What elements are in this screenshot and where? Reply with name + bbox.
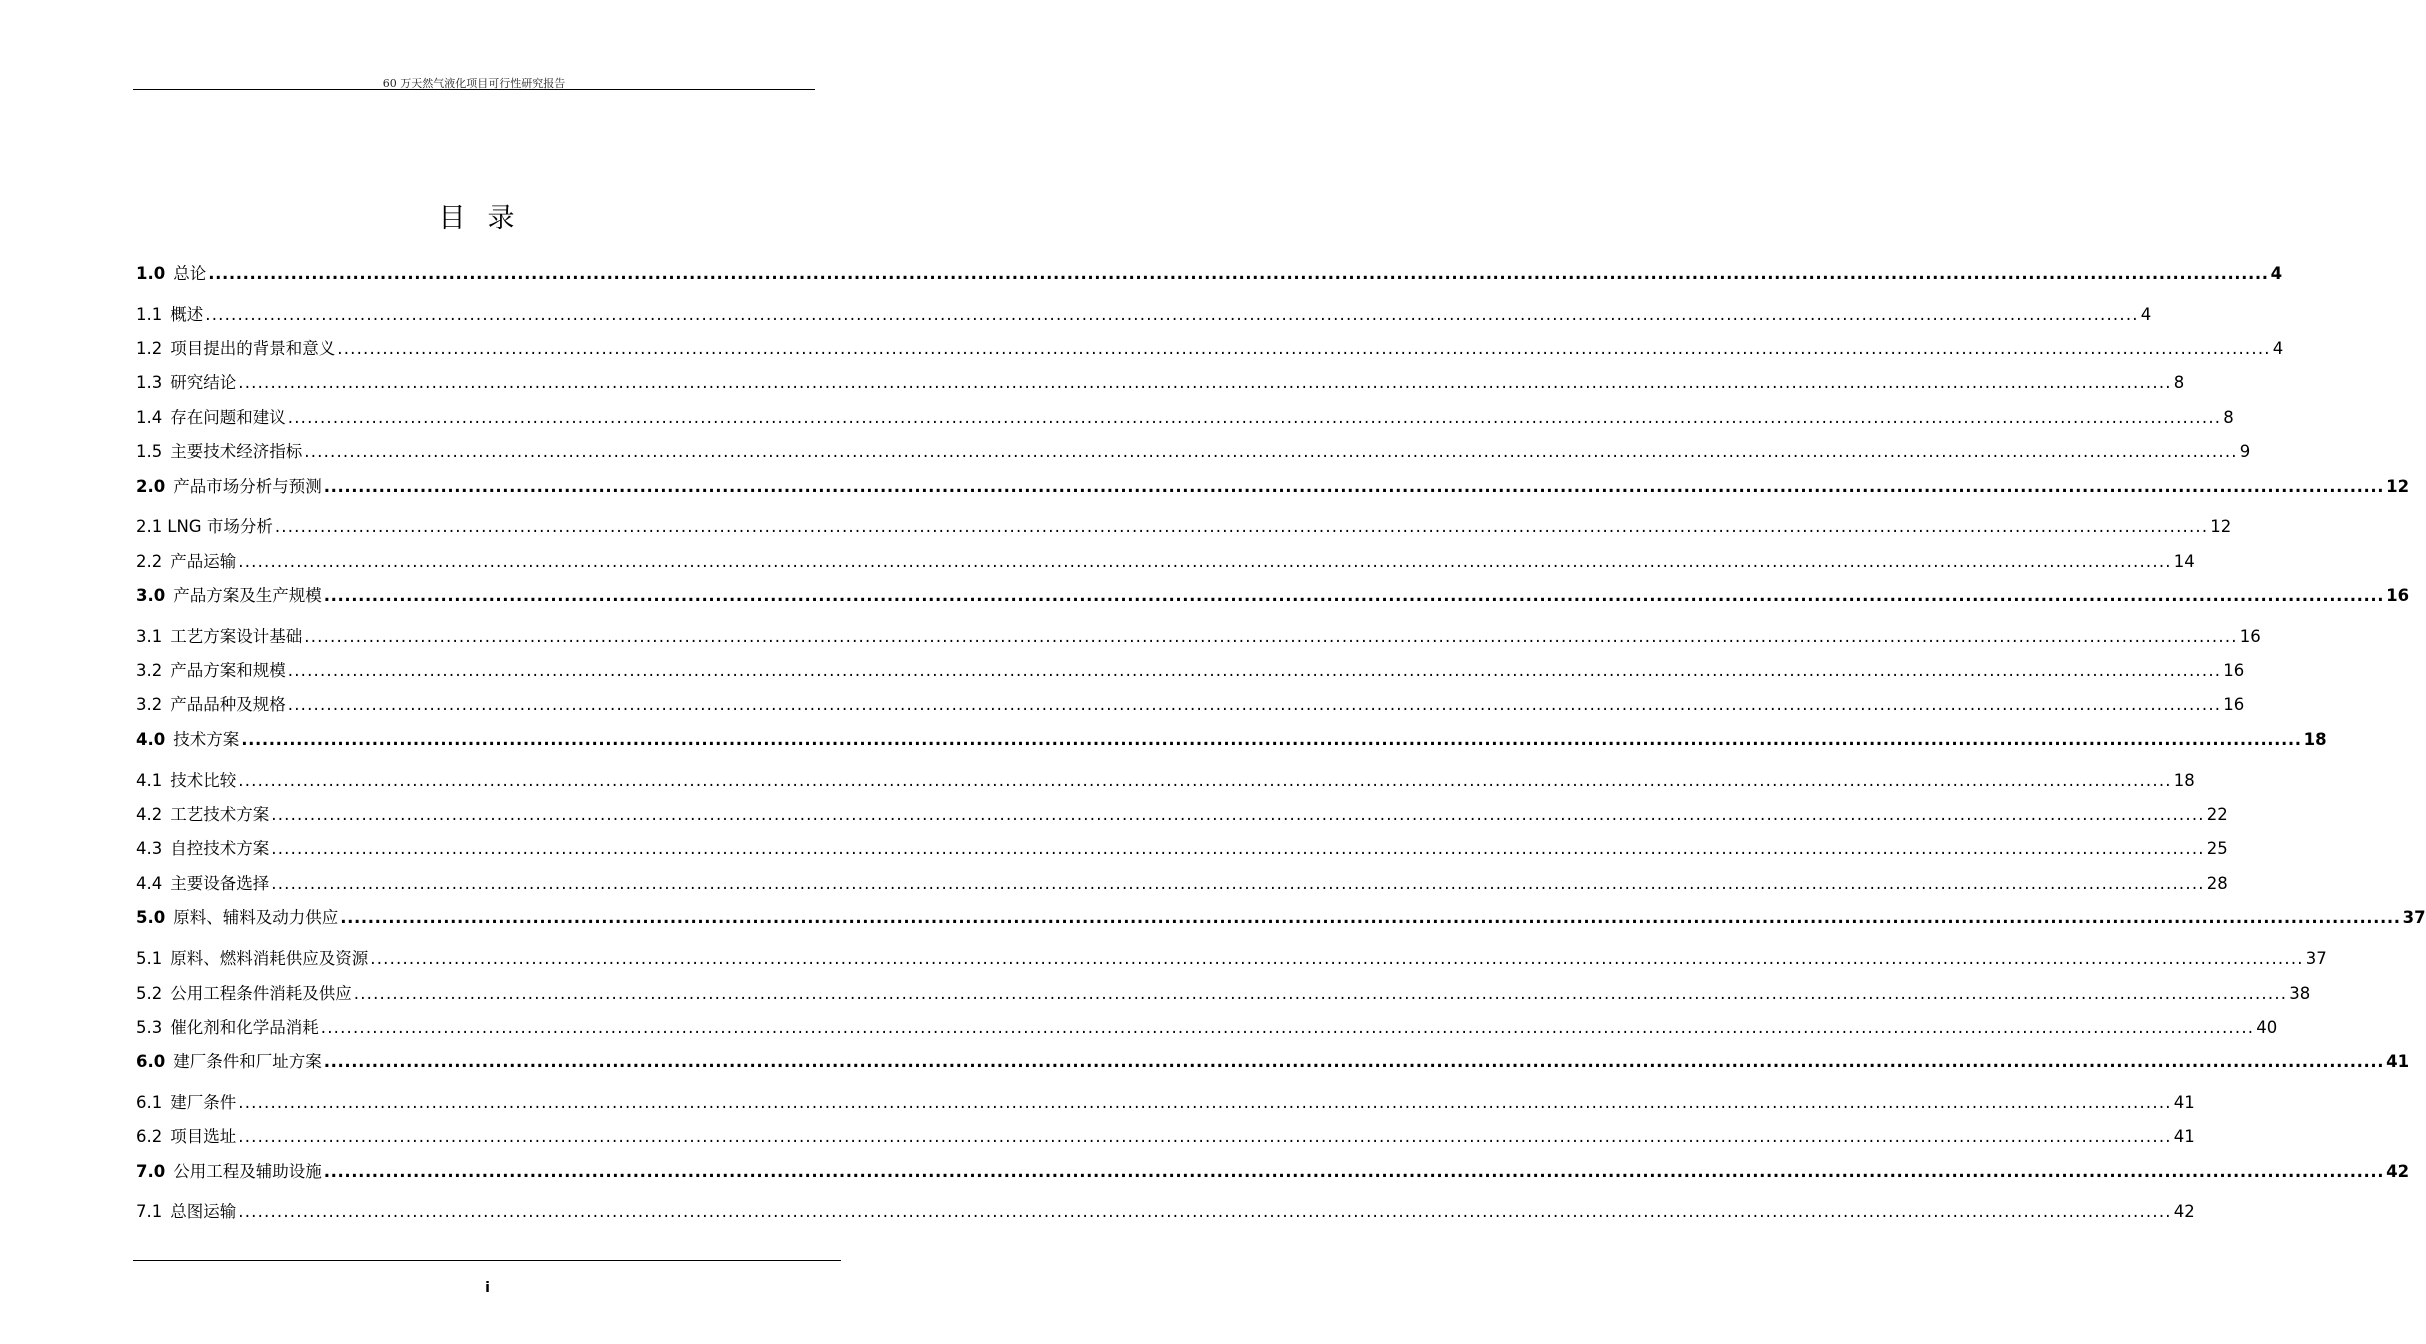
leader-dots: ............................................................................................................................................................................................................................................................................................................: [238, 552, 2172, 571]
toc-title: 主要技术经济指标: [170, 442, 303, 461]
toc-entry-2-2[interactable]: [136, 551, 2195, 573]
leader-dots: ............................................................................................................................................................................................................................................................................................................: [323, 1052, 2385, 1071]
leader-dots: ............................................................................................................................................................................................................................................................................................................: [274, 517, 2209, 536]
toc-entry-3-0[interactable]: [136, 585, 2410, 607]
toc-page: 40: [2256, 1018, 2278, 1037]
leader-dots: ............................................................................................................................................................................................................................................................................................................: [304, 442, 2238, 461]
toc-title: 产品品种及规格: [170, 695, 286, 714]
toc-page: 22: [2206, 805, 2228, 824]
leader-dots: ............................................................................................................................................................................................................................................................................................................: [238, 1202, 2172, 1221]
toc-entry-5-2[interactable]: [136, 983, 2311, 1005]
toc-page: 18: [2303, 730, 2327, 749]
leader-dots: ............................................................................................................................................................................................................................................................................................................: [241, 730, 2302, 749]
toc-title: 公用工程及辅助设施: [173, 1162, 322, 1181]
toc-entry-4-3[interactable]: [136, 838, 2228, 860]
toc-page: 4: [2270, 264, 2283, 283]
toc-page: 38: [2289, 984, 2311, 1003]
toc-title: 工艺方案设计基础: [170, 627, 303, 646]
toc-number: 7.0: [136, 1162, 166, 1181]
toc-number: 5.3: [136, 1018, 163, 1037]
toc-title: 总论: [173, 264, 207, 283]
toc-entry-6-1[interactable]: [136, 1092, 2195, 1114]
toc-entry-6-2[interactable]: [136, 1126, 2195, 1148]
toc-number: 6.2: [136, 1127, 163, 1146]
toc-entry-5-1[interactable]: [136, 948, 2327, 970]
toc-entry-1-3[interactable]: [136, 372, 2185, 394]
toc-number: 4.1: [136, 771, 163, 790]
toc-page: 14: [2173, 552, 2195, 571]
toc-title: 产品方案和规模: [170, 661, 286, 680]
leader-dots: ............................................................................................................................................................................................................................................................................................................: [271, 805, 2205, 824]
toc-entry-4-4[interactable]: [136, 873, 2228, 895]
toc-number: 2.2: [136, 552, 163, 571]
toc-number: 1.3: [136, 373, 163, 392]
toc-page: 8: [2173, 373, 2185, 392]
toc-page: 41: [2386, 1052, 2410, 1071]
toc-entry-7-1[interactable]: [136, 1201, 2195, 1223]
toc-number: 3.2: [136, 695, 163, 714]
leader-dots: ............................................................................................................................................................................................................................................................................................................: [271, 874, 2205, 893]
toc-title: 产品运输: [170, 552, 237, 571]
leader-dots: ............................................................................................................................................................................................................................................................................................................: [337, 339, 2271, 358]
toc-number: 1.0: [136, 264, 166, 283]
toc-entry-1-5[interactable]: [136, 441, 2251, 463]
toc-number: 1.4: [136, 408, 163, 427]
toc-entry-6-0[interactable]: [136, 1051, 2410, 1073]
toc-page: 4: [2140, 305, 2152, 324]
toc-page: 12: [2210, 517, 2232, 536]
toc-number: 2.1: [136, 517, 163, 536]
toc-page: 37: [2305, 949, 2327, 968]
toc-page: 25: [2206, 839, 2228, 858]
toc-entry-5-0[interactable]: [136, 907, 2426, 929]
toc-title: 公用工程条件消耗及供应: [170, 984, 352, 1003]
toc-title: 总图运输: [170, 1202, 237, 1221]
toc-title: 主要设备选择: [170, 874, 270, 893]
leader-dots: ............................................................................................................................................................................................................................................................................................................: [238, 373, 2172, 392]
toc-entry-1-2[interactable]: [136, 338, 2284, 360]
leader-dots: ............................................................................................................................................................................................................................................................................................................: [238, 771, 2172, 790]
leader-dots: ............................................................................................................................................................................................................................................................................................................: [323, 1162, 2385, 1181]
toc-title: 建厂条件和厂址方案: [173, 1052, 322, 1071]
toc-number: 1.2: [136, 339, 163, 358]
toc-entry-4-0[interactable]: [136, 729, 2327, 751]
toc-title: 项目选址: [170, 1127, 237, 1146]
toc-page: 41: [2173, 1127, 2195, 1146]
toc-title: 概述: [170, 305, 204, 324]
toc-page: 4: [2272, 339, 2284, 358]
toc-page: 37: [2402, 908, 2426, 927]
toc-entry-3-2b[interactable]: [136, 694, 2245, 716]
toc-page: 16: [2223, 695, 2245, 714]
leader-dots: ............................................................................................................................................................................................................................................................................................................: [323, 586, 2385, 605]
toc-entry-4-1[interactable]: [136, 770, 2195, 792]
toc-title: 催化剂和化学品消耗: [170, 1018, 319, 1037]
toc-page: 28: [2206, 874, 2228, 893]
leader-dots: ............................................................................................................................................................................................................................................................................................................: [287, 695, 2222, 714]
toc-title: 原料、燃料消耗供应及资源: [170, 949, 369, 968]
toc-title: 产品方案及生产规模: [173, 586, 322, 605]
toc-title: 项目提出的背景和意义: [170, 339, 336, 358]
toc-number: 2.0: [136, 477, 166, 496]
toc-page: 41: [2173, 1093, 2195, 1112]
leader-dots: ............................................................................................................................................................................................................................................................................................................: [320, 1018, 2255, 1037]
toc-title: 工艺技术方案: [170, 805, 270, 824]
toc-number: 4.3: [136, 839, 163, 858]
toc-page: 42: [2173, 1202, 2195, 1221]
toc-title: 技术比较: [170, 771, 237, 790]
toc-entry-7-0[interactable]: [136, 1161, 2410, 1183]
leader-dots: ............................................................................................................................................................................................................................................................................................................: [208, 264, 2269, 283]
toc-number: 5.2: [136, 984, 163, 1003]
toc-page: 18: [2173, 771, 2195, 790]
page-number: i: [485, 1280, 490, 1296]
toc-entry-4-2[interactable]: [136, 804, 2228, 826]
toc-title: 建厂条件: [170, 1093, 237, 1112]
leader-dots: ............................................................................................................................................................................................................................................................................................................: [205, 305, 2139, 324]
toc-number: 4.4: [136, 874, 163, 893]
toc-number: 5.0: [136, 908, 166, 927]
toc-number: 7.1: [136, 1202, 163, 1221]
leader-dots: ............................................................................................................................................................................................................................................................................................................: [238, 1093, 2172, 1112]
header-divider: [133, 89, 815, 90]
leader-dots: ............................................................................................................................................................................................................................................................................................................: [304, 627, 2238, 646]
toc-title: 存在问题和建议: [170, 408, 286, 427]
toc-page: 42: [2386, 1162, 2410, 1181]
toc-number: 1.5: [136, 442, 163, 461]
toc-page: 9: [2239, 442, 2251, 461]
toc-entry-2-1[interactable]: [136, 516, 2232, 538]
toc-title: 原料、辅料及动力供应: [173, 908, 339, 927]
toc-entry-1-1[interactable]: [136, 304, 2152, 326]
toc-entry-3-2[interactable]: [136, 660, 2245, 682]
toc-number: 5.1: [136, 949, 163, 968]
document-title: 目录: [438, 203, 537, 234]
toc-number: 6.0: [136, 1052, 166, 1071]
toc-number: 4.0: [136, 730, 166, 749]
toc-entry-5-3[interactable]: [136, 1017, 2278, 1039]
toc-entry-1-4[interactable]: [136, 407, 2234, 429]
toc-entry-2-0[interactable]: [136, 476, 2410, 498]
toc-page: 16: [2223, 661, 2245, 680]
toc-number: 1.1: [136, 305, 163, 324]
toc-page: 8: [2223, 408, 2234, 427]
leader-dots: ............................................................................................................................................................................................................................................................................................................: [340, 908, 2401, 927]
toc-title: 技术方案: [173, 730, 240, 749]
toc-number: 6.1: [136, 1093, 163, 1112]
toc-title: 自控技术方案: [170, 839, 270, 858]
toc-page: 16: [2386, 586, 2410, 605]
footer-divider: [133, 1260, 841, 1261]
leader-dots: ............................................................................................................................................................................................................................................................................................................: [353, 984, 2288, 1003]
toc-title: 研究结论: [170, 373, 237, 392]
toc-number: 3.1: [136, 627, 163, 646]
toc-page: 16: [2239, 627, 2261, 646]
toc-title: LNG 市场分析: [167, 517, 273, 536]
toc-entry-3-1[interactable]: [136, 626, 2261, 648]
leader-dots: ............................................................................................................................................................................................................................................................................................................: [238, 1127, 2172, 1146]
toc-number: 4.2: [136, 805, 163, 824]
leader-dots: ............................................................................................................................................................................................................................................................................................................: [271, 839, 2205, 858]
toc-entry-1-0[interactable]: [136, 263, 2283, 285]
running-header: 60 万天然气液化项目可行性研究报告: [382, 77, 566, 90]
toc-number: 3.2: [136, 661, 163, 680]
leader-dots: ............................................................................................................................................................................................................................................................................................................: [287, 661, 2222, 680]
toc-title: 产品市场分析与预测: [173, 477, 322, 496]
leader-dots: ............................................................................................................................................................................................................................................................................................................: [287, 408, 2222, 427]
leader-dots: ............................................................................................................................................................................................................................................................................................................: [323, 477, 2385, 496]
toc-number: 3.0: [136, 586, 166, 605]
leader-dots: ............................................................................................................................................................................................................................................................................................................: [370, 949, 2304, 968]
toc-page: 12: [2386, 477, 2410, 496]
